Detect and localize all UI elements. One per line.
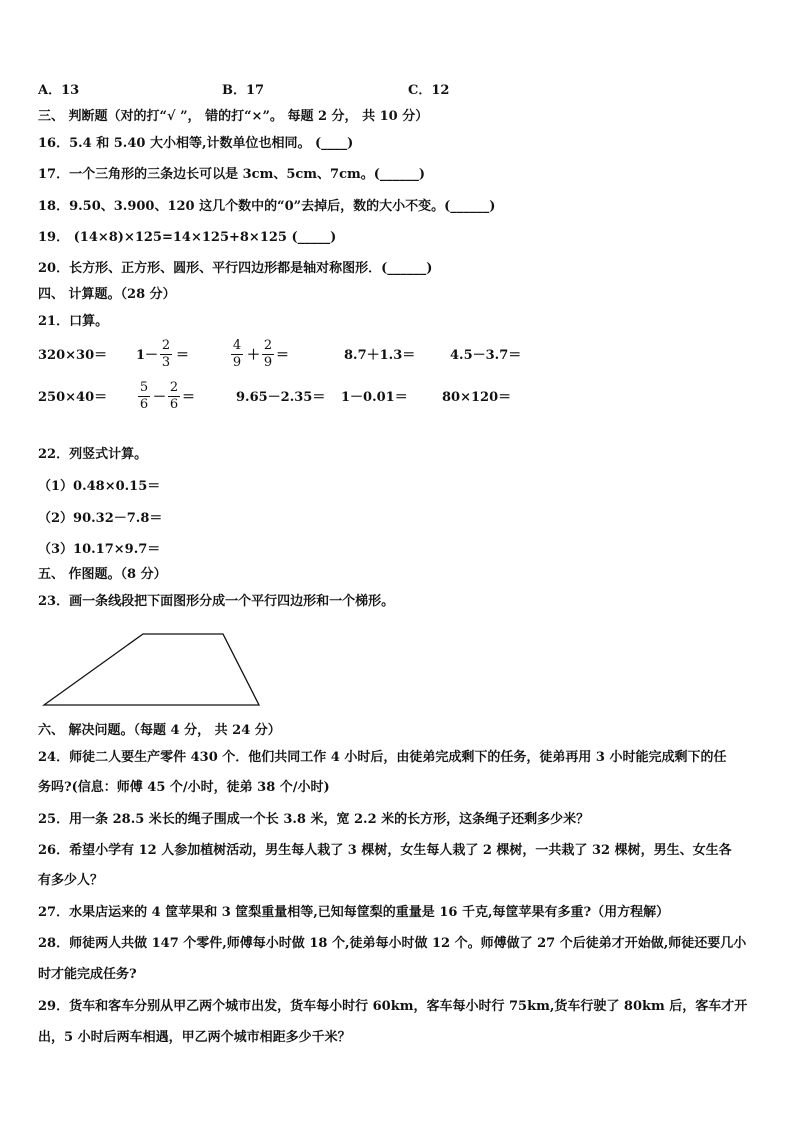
fraction-2-6 <box>168 381 180 412</box>
calc-r2c2-eq: ＝ <box>182 390 196 405</box>
fraction-numerator: 5 <box>139 380 149 395</box>
question-26-line2: 有多少人？ <box>38 873 104 888</box>
calc-r2c3: 9.65－2.35＝ <box>236 390 326 405</box>
calc-r1c3-eq: ＝ <box>276 348 290 363</box>
question-27: 27．水果店运来的 4 筐苹果和 3 筐梨重量相等,已知每筐梨的重量是 16 千克,每筐苹果有多重?（用方程解） <box>38 905 670 920</box>
calc-r1c3-op: ＋ <box>247 348 261 363</box>
question-22-3: （3）10.17×9.7＝ <box>38 542 161 557</box>
calc-r1c2-lead: 1－ <box>136 348 159 363</box>
choice-c: C．12 <box>408 83 450 98</box>
question-17: 17．一个三角形的三条边长可以是 3cm、5cm、7cm。(______) <box>38 167 426 182</box>
question-16: 16．5.4 和 5.40 大小相等,计数单位也相同。 (____) <box>38 136 354 151</box>
fraction-4-9 <box>231 339 243 370</box>
question-22: 22．列竖式计算。 <box>38 447 148 462</box>
trapezoid-figure <box>38 628 268 710</box>
calc-r1c4: 8.7＋1.3＝ <box>344 348 416 363</box>
question-23: 23．画一条线段把下面图形分成一个平行四边形和一个梯形。 <box>38 594 395 609</box>
question-24-line2: 务吗?(信息：师傅 45 个/小时，徒弟 38 个/小时) <box>38 780 330 795</box>
choice-a: A．13 <box>38 83 80 98</box>
question-24-line1: 24．师徒二人要生产零件 430 个．他们共同工作 4 小时后，由徒弟完成剩下的任务，徒弟再用 3 小时能完成剩下的任 <box>38 750 727 765</box>
question-20: 20．长方形、正方形、圆形、平行四边形都是轴对称图形．(______) <box>38 261 433 276</box>
fraction-2-3 <box>160 339 172 370</box>
calc-r1c1: 320×30＝ <box>38 348 108 363</box>
question-28-line2: 时才能完成任务? <box>38 967 137 982</box>
fraction-denominator: 9 <box>232 355 242 370</box>
question-25: 25．用一条 28.5 米长的绳子围成一个长 3.8 米，宽 2.2 米的长方形，这条绳子还剩多少米？ <box>38 812 590 827</box>
fraction-denominator: 9 <box>263 355 273 370</box>
calc-r2c5: 80×120＝ <box>442 390 512 405</box>
fraction-numerator: 2 <box>161 338 171 353</box>
question-29-line2: 出，5 小时后两车相遇，甲乙两个城市相距多少千米？ <box>38 1030 351 1045</box>
fraction-numerator: 4 <box>232 338 242 353</box>
question-26-line1: 26．希望小学有 12 人参加植树活动，男生每人栽了 3 棵树，女生每人栽了 2 棵树，一共栽了 32 棵树，男生、女生各 <box>38 843 732 858</box>
fraction-2-9 <box>262 339 274 370</box>
fraction-5-6 <box>138 381 150 412</box>
question-21: 21．口算。 <box>38 314 109 329</box>
choice-b: B．17 <box>222 83 265 98</box>
fraction-numerator: 2 <box>263 338 273 353</box>
question-18: 18．9.50、3.900、120 这几个数中的“0”去掉后，数的大小不变。(______) <box>38 199 496 214</box>
question-28-line1: 28．师徒两人共做 147 个零件,师傅每小时做 18 个,徒弟每小时做 12 个。师傅做了 27 个后徒弟才开始做,师徒还要几小 <box>38 936 747 951</box>
calc-r1c5: 4.5－3.7＝ <box>450 348 522 363</box>
section3-heading: 三、 判断题（对的打“√ ”， 错的打“×”。 每题 2 分， 共 10 分） <box>38 109 429 124</box>
section5-heading: 五、 作图题。（8 分） <box>38 567 167 582</box>
calc-r2c2-op: － <box>153 390 167 405</box>
question-22-1: （1）0.48×0.15＝ <box>38 479 161 494</box>
fraction-numerator: 2 <box>169 380 179 395</box>
question-29-line1: 29．货车和客车分别从甲乙两个城市出发，货车每小时行 60km，客车每小时行 75km,货车行驶了 80km 后，客车才开 <box>38 999 748 1014</box>
section4-heading: 四、 计算题。（28 分） <box>38 287 176 302</box>
fraction-denominator: 3 <box>161 355 171 370</box>
calc-r2c4: 1－0.01＝ <box>341 390 408 405</box>
trapezoid-shape <box>44 634 259 705</box>
question-22-2: （2）90.32－7.8＝ <box>38 511 163 526</box>
fraction-denominator: 6 <box>139 397 149 412</box>
fraction-denominator: 6 <box>169 397 179 412</box>
calc-r1c2-eq: ＝ <box>176 348 190 363</box>
section6-heading: 六、 解决问题。（每题 4 分， 共 24 分） <box>38 723 281 738</box>
calc-r2c1: 250×40＝ <box>38 390 108 405</box>
question-19: 19． (14×8)×125=14×125+8×125 (_____) <box>38 230 337 245</box>
